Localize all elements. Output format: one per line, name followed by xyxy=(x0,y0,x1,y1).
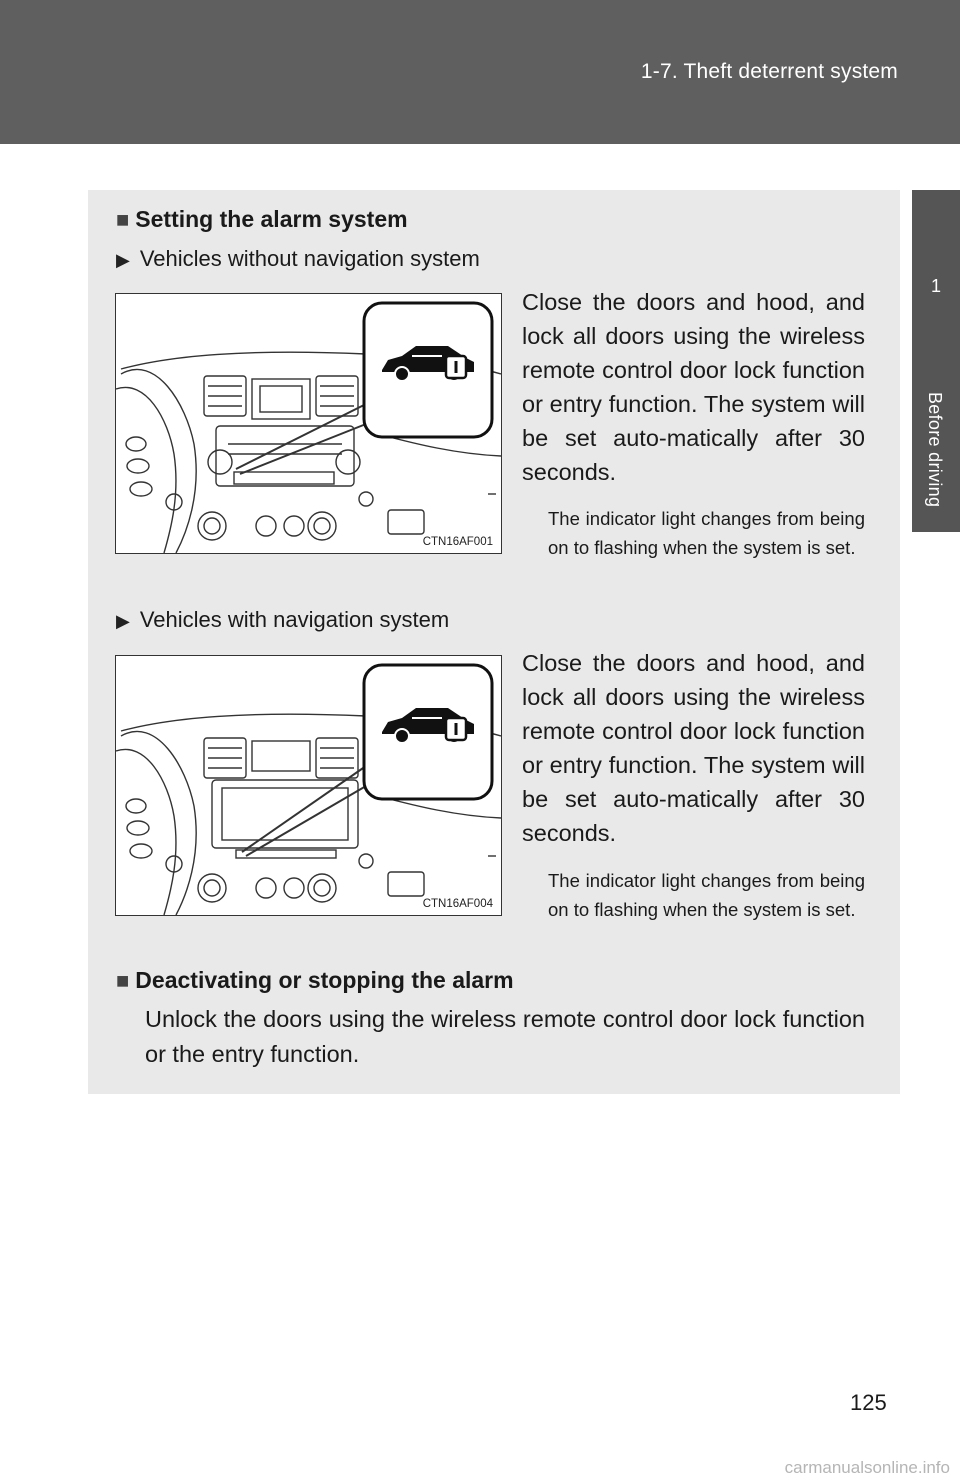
figure-code: CTN16AF004 xyxy=(422,898,493,910)
chapter-tab xyxy=(912,382,960,532)
section-heading-setting xyxy=(116,206,408,233)
heading-square-icon: ■ xyxy=(116,968,130,993)
subheading-text: Vehicles without navigation system xyxy=(139,246,480,271)
subheading-text: Vehicles with navigation system xyxy=(139,607,450,632)
section-title: 1-7. Theft deterrent system xyxy=(640,60,898,83)
subheading-without-nav xyxy=(116,246,480,272)
subheading-with-nav xyxy=(116,607,449,633)
watermark-bar xyxy=(0,1456,960,1484)
heading-text: Setting the alarm system xyxy=(135,206,408,232)
watermark-text: carmanualsonline.info xyxy=(784,1458,950,1477)
triangle-bullet-icon: ▶ xyxy=(116,250,130,270)
figure-code: CTN16AF001 xyxy=(422,536,493,548)
heading-text: Deactivating or stopping the alarm xyxy=(135,967,514,993)
note-text-without-nav: The indicator light changes from being on to flashing when the system is set. xyxy=(548,508,865,558)
section-heading-deactivating xyxy=(116,967,514,994)
instruction-text-with-nav: Close the doors and hood, and lock all doors using the wireless remote control door lock function or entry function. The system will be set auto-matically after 30 seconds. xyxy=(522,650,865,846)
dashboard-drawing xyxy=(116,656,501,915)
chapter-tab-label: Before driving xyxy=(925,392,945,508)
instruction-text-without-nav: Close the doors and hood, and lock all doors using the wireless remote control door lock function or entry function. The system will be set auto-matically after 30 seconds. xyxy=(522,289,865,485)
page-number: 125 xyxy=(850,1390,887,1415)
deactivating-text: Unlock the doors using the wireless remote control door lock function or the entry function. xyxy=(145,1006,865,1067)
triangle-bullet-icon: ▶ xyxy=(116,611,130,631)
heading-square-icon: ■ xyxy=(116,207,130,232)
chapter-tab-number: 1 xyxy=(912,190,960,382)
dashboard-drawing xyxy=(116,294,501,553)
note-text-with-nav: The indicator light changes from being on to flashing when the system is set. xyxy=(548,870,865,920)
dashboard-illustration-with-nav xyxy=(115,655,502,916)
dashboard-illustration-without-nav xyxy=(115,293,502,554)
page-header xyxy=(0,0,960,144)
